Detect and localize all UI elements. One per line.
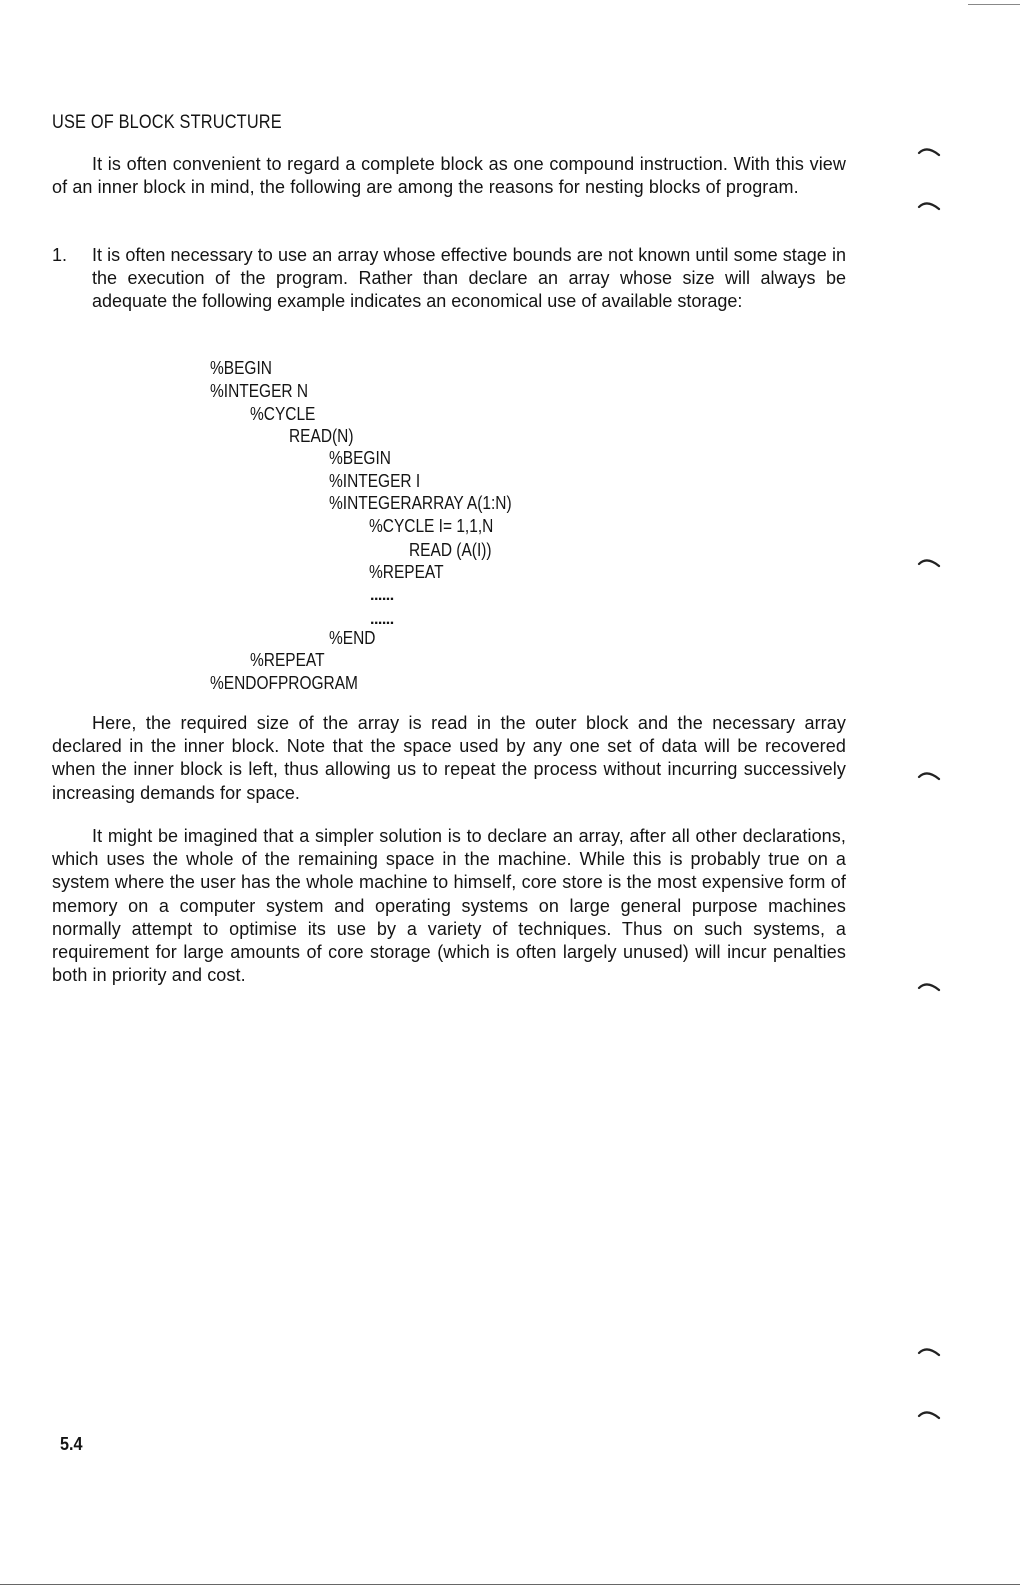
binder-hole-mark xyxy=(917,145,943,159)
code-line: READ (A(I)) xyxy=(409,540,492,560)
bottom-edge-rule xyxy=(0,1584,1020,1585)
code-line: %REPEAT xyxy=(369,562,444,582)
code-line: %REPEAT xyxy=(250,650,325,670)
code-line: %INTEGER I xyxy=(329,471,421,491)
top-edge-rule xyxy=(968,4,1020,5)
code-ellipsis: ...... xyxy=(370,611,394,628)
code-line: %CYCLE xyxy=(250,404,316,424)
binder-hole-mark xyxy=(917,1408,943,1422)
binder-hole-mark xyxy=(917,769,943,783)
list-item-text: It is often necessary to use an array whose effective bounds are not known until some stage in the execution of the program. Rather than declare an array whose size will always be adequate the following example indicates an economical use of available storage: xyxy=(92,245,846,311)
code-line: %ENDOFPROGRAM xyxy=(210,673,358,693)
code-ellipsis: ...... xyxy=(370,587,394,604)
page-number: 5.4 xyxy=(60,1434,83,1454)
code-line: READ(N) xyxy=(289,426,354,446)
binder-hole-mark xyxy=(917,556,943,570)
section-heading: USE OF BLOCK STRUCTURE xyxy=(52,112,282,133)
intro-paragraph: It is often convenient to regard a complete block as one compound instruction. With this view of an inner block in mind, the following are among the reasons for nesting blocks of program. xyxy=(52,154,846,198)
code-line: %END xyxy=(329,628,376,648)
list-item-number: 1. xyxy=(52,245,68,265)
code-line: %INTEGERARRAY A(1:N) xyxy=(329,493,512,513)
code-line: %INTEGER N xyxy=(210,381,309,401)
code-line: %BEGIN xyxy=(329,448,391,468)
code-line: %CYCLE I= 1,1,N xyxy=(369,516,494,536)
body-paragraph: Here, the required size of the array is read in the outer block and the necessary array declared in the inner block. Note that the space used by any one set of data will be recovered when the inner block is left, thus allowing us to repeat the process without incurring successively increasing demands for space. xyxy=(52,713,846,803)
code-line: %BEGIN xyxy=(210,358,272,378)
binder-hole-mark xyxy=(917,980,943,994)
body-paragraph: It might be imagined that a simpler solution is to declare an array, after all other declarations, which uses the whole of the remaining space in the machine. While this is probably true on a system where the user has the whole machine to himself, core store is the most expensive form of memory on a computer system and operating systems on large general purpose machines normally attempt to optimise its use by a variety of techniques. Thus on such systems, a requirement for large amounts of core storage (which is often largely unused) will incur penalties both in priority and cost. xyxy=(52,826,846,986)
binder-hole-mark xyxy=(917,199,943,213)
binder-hole-mark xyxy=(917,1345,943,1359)
